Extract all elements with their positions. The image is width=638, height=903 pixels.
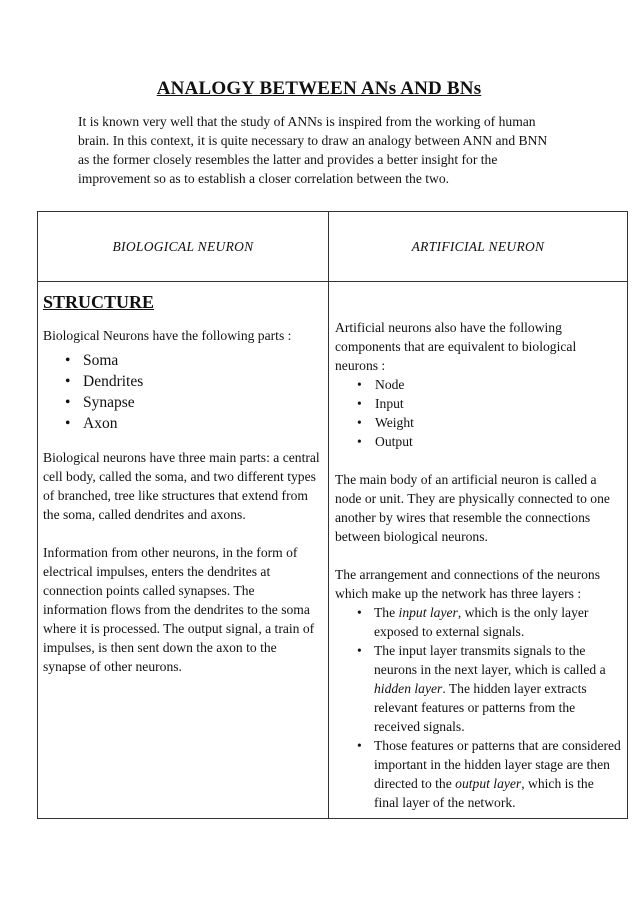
biological-parts-list <box>43 350 322 434</box>
bullet-icon: • <box>357 605 362 620</box>
biological-neuron-cell <box>38 282 329 819</box>
list-item: • Node <box>357 377 405 392</box>
artificial-paragraph-2: The arrangement and connections of the neurons which make up the network has three layers : <box>335 567 600 601</box>
artificial-neuron-header: ARTIFICIAL NEURON <box>329 212 628 282</box>
bullet-icon: • <box>65 394 71 411</box>
bullet-icon: • <box>357 377 362 392</box>
biological-parts-intro: Biological Neurons have the following parts : <box>43 328 292 343</box>
intro-paragraph: It is known very well that the study of ANNs is inspired from the working of human brain. In this context, it is quite necessary to draw an analogy between ANN and BNN as the former closely resembles the latter and provides a better insight for the improvement so as to establish a closer correlation between the two. <box>78 114 548 186</box>
list-item: • The input layer transmits signals to the neurons in the next layer, which is called a hidden layer. The hidden layer extracts relevant features or patterns from the received signals. <box>357 643 606 734</box>
artificial-components-list <box>335 375 621 451</box>
bullet-icon: • <box>65 373 71 390</box>
list-item: • Axon <box>65 415 118 432</box>
bullet-icon: • <box>65 352 71 369</box>
list-item: • Input <box>357 396 404 411</box>
artificial-neuron-cell <box>329 282 628 819</box>
document-title: ANALOGY BETWEEN ANs AND BNs <box>156 78 482 99</box>
section-title-structure: STRUCTURE <box>43 292 155 312</box>
bullet-icon: • <box>357 415 362 430</box>
bullet-icon: • <box>357 434 362 449</box>
comparison-table <box>37 211 628 819</box>
list-item: • Soma <box>65 352 119 369</box>
table-header-row <box>38 212 628 282</box>
hidden-layer-term: hidden layer <box>374 681 443 696</box>
artificial-components-intro: Artificial neurons also have the following components that are equivalent to biological neurons : <box>335 320 577 373</box>
input-layer-term: input layer <box>398 605 458 620</box>
biological-neuron-header: BIOLOGICAL NEURON <box>38 212 329 282</box>
list-item: • Those features or patterns that are considered important in the hidden layer stage are then directed to the output layer, which is the final layer of the network. <box>357 738 621 810</box>
list-item: • The input layer, which is the only layer exposed to external signals. <box>357 605 589 639</box>
bullet-icon: • <box>357 643 362 658</box>
list-item: • Weight <box>357 415 414 430</box>
list-item: • Dendrites <box>65 373 144 390</box>
bullet-icon: • <box>65 415 71 432</box>
table-body-row <box>38 282 628 819</box>
bullet-icon: • <box>357 396 362 411</box>
artificial-paragraph-1: The main body of an artificial neuron is called a node or unit. They are physically connected to one another by wires that resemble the connections between biological neurons. <box>335 472 610 544</box>
biological-paragraph-1: Biological neurons have three main parts: a central cell body, called the soma, and two different types of branched, tree like structures that extend from the soma, called dendrites and axons. <box>43 450 320 522</box>
biological-paragraph-2: Information from other neurons, in the form of electrical impulses, enters the dendrites at connection points called synapses. The information flows from the dendrites to the soma where it is processed. The output signal, a train of impulses, is then sent down the axon to the synapse of other neurons. <box>43 545 315 674</box>
list-item: • Output <box>357 434 413 449</box>
layers-list <box>335 603 621 812</box>
list-item: • Synapse <box>65 394 135 411</box>
output-layer-term: output layer <box>455 776 522 791</box>
bullet-icon: • <box>357 738 362 753</box>
